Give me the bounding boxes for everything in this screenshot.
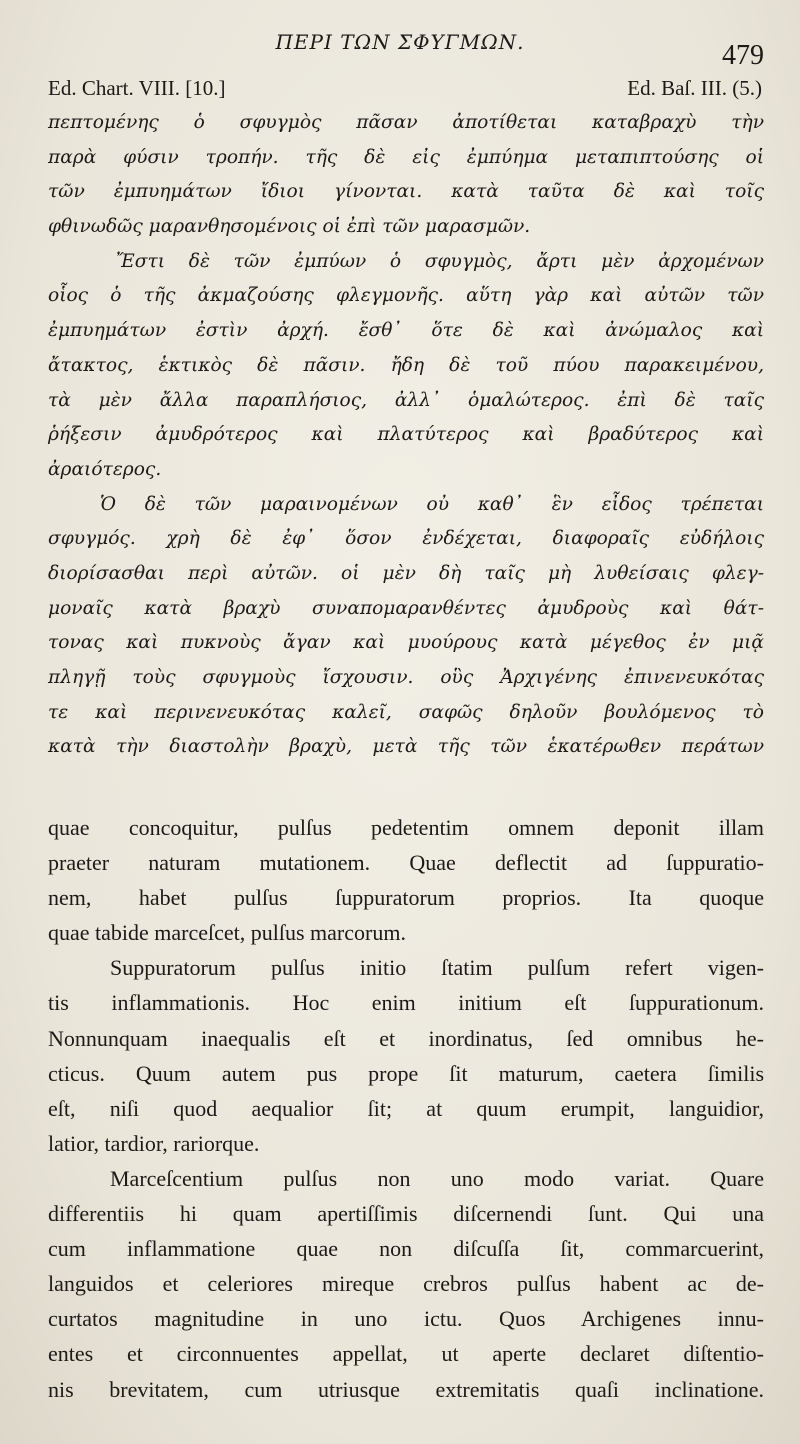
greek-line: παρὰ φύσιν τροπήν. τῆς δὲ εἰς ἐμπύημα μεταπιπτούσης οἱ (48, 146, 764, 168)
latin-line: cum inflammatione quae non diſcuſſa ſit, commarcuerint, (48, 1236, 764, 1262)
greek-paragraph-start: Ἔστι δὲ τῶν ἐμπύων ὁ σφυγμὸς, ἄρτι μὲν ἀρχομένων (116, 250, 764, 272)
latin-line: praeter naturam mutationem. Quae deflectit ad ſuppuratio- (48, 850, 764, 876)
latin-line: differentiis hi quam apertiſſimis diſcernendi ſunt. Qui una (48, 1201, 764, 1227)
latin-line: languidos et celeriores mireque crebros pulſus habent ac de- (48, 1271, 764, 1297)
latin-text-block (48, 810, 764, 1407)
greek-line: τὰ μὲν ἄλλα παραπλήσιος, ἀλλ᾽ ὁμαλώτερος. ἐπὶ δὲ ταῖς (48, 389, 764, 411)
greek-line: φθινωδῶς μαρανθησομένοις οἱ ἐπὶ τῶν μαρασμῶν. (48, 216, 531, 238)
latin-line: quae tabide marceſcet, pulſus marcorum. (48, 920, 406, 946)
latin-paragraph-start: Suppuratorum pulſus initio ſtatim pulſum refert vigen- (110, 955, 764, 981)
greek-line: οἷος ὁ τῆς ἀκμαζούσης φλεγμονῆς. αὕτη γὰρ καὶ αὐτῶν τῶν (48, 285, 764, 307)
greek-text-block (48, 106, 764, 765)
latin-line: latior, tardior, rariorque. (48, 1130, 260, 1156)
greek-line: κατὰ τὴν διαστολὴν βραχὺ, μετὰ τῆς τῶν ἑκατέρωθεν περάτων (48, 736, 764, 758)
greek-line: τε καὶ περινενευκότας καλεῖ, σαφῶς δηλοῦν βουλόμενος τὸ (48, 701, 764, 723)
greek-line: μοναῖς κατὰ βραχὺ συναπομαρανθέντες ἀμυδροὺς καὶ θάτ- (48, 597, 764, 619)
page-number: 479 (722, 40, 764, 71)
greek-line: ἄτακτος, ἑκτικὸς δὲ πᾶσιν. ἤδη δὲ τοῦ πύου παρακειμένου, (48, 354, 764, 376)
latin-line: Nonnunquam inaequalis eſt et inordinatus, ſed omnibus he- (48, 1025, 764, 1051)
greek-line: σφυγμός. χρὴ δὲ ἐφ᾽ ὅσον ἐνδέχεται, διαφοραῖς εὐδήλοις (48, 528, 764, 550)
latin-line: cticus. Quum autem pus prope ſit maturum, caetera ſimilis (48, 1060, 764, 1086)
greek-line: διορίσασθαι περὶ αὐτῶν. οἱ μὲν δὴ ταῖς μὴ λυθείσαις φλεγ- (48, 562, 764, 584)
greek-line: τονας καὶ πυκνοὺς ἄγαν καὶ μυούρους κατὰ μέγεθος ἐν μιᾷ (48, 632, 764, 654)
edition-reference-basel: Ed. Baſ. III. (5.) (627, 76, 762, 100)
latin-line: nis brevitatem, cum utriusque extremitatis quaſi inclinatione. (48, 1376, 764, 1402)
latin-line: curtatos magnitudine in uno ictu. Quos Archigenes innu- (48, 1306, 764, 1332)
greek-line: πληγῇ τοὺς σφυγμοὺς ἴσχουσιν. οὓς Ἀρχιγένης ἐπινενευκότας (48, 667, 764, 688)
latin-line: nem, habet pulſus ſuppuratorum proprios. Ita quoque (48, 885, 764, 911)
greek-line: ἐμπυημάτων ἐστὶν ἀρχή. ἔσθ᾽ ὅτε δὲ καὶ ἀνώμαλος καὶ (48, 320, 764, 342)
greek-line: ἀραιότερος. (48, 458, 162, 480)
edition-reference-chartier: Ed. Chart. VIII. [10.] (48, 76, 226, 100)
latin-line: quae concoquitur, pulſus pedetentim omnem deponit illam (48, 815, 764, 840)
latin-line: eſt, niſi quod aequalior ſit; at quum erumpit, languidior, (48, 1095, 764, 1121)
latin-line: tis inflammationis. Hoc enim initium eſt ſuppurationum. (48, 990, 764, 1016)
running-title: ΠΕΡΙ ΤΩΝ ΣΦΥΓΜΩΝ. (275, 30, 525, 54)
greek-paragraph-start: Ὁ δὲ τῶν μαραινομένων οὐ καθ᾽ ἓν εἶδος τρέπεται (100, 493, 764, 515)
latin-paragraph-start: Marceſcentium pulſus non uno modo variat. Quare (110, 1165, 764, 1191)
latin-line: entes et circonnuentes appellat, ut aperte declaret diſtentio- (48, 1341, 764, 1367)
greek-line: πεπτομένης ὁ σφυγμὸς πᾶσαν ἀποτίθεται καταβραχὺ τὴν (48, 112, 764, 133)
greek-line: τῶν ἐμπυημάτων ἴδιοι γίνονται. κατὰ ταῦτα δὲ καὶ τοῖς (48, 181, 764, 203)
greek-line: ῥήξεσιν ἀμυδρότερος καὶ πλατύτερος καὶ βραδύτερος καὶ (48, 424, 764, 446)
